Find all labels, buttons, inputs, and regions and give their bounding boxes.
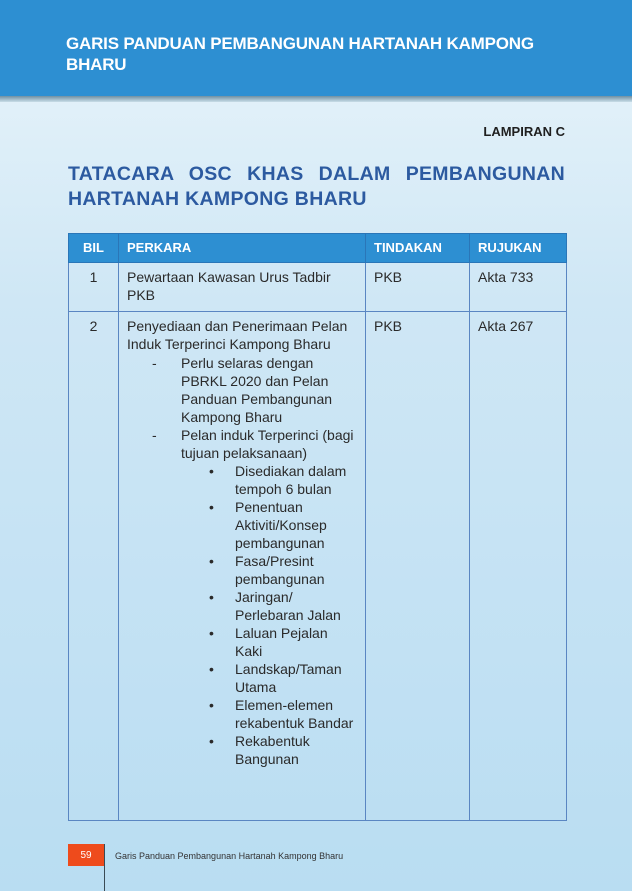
footer-divider xyxy=(104,844,105,891)
list-item xyxy=(181,498,357,552)
bullet-marker: • xyxy=(209,499,214,515)
column-header-bil: BIL xyxy=(69,234,119,263)
list-item xyxy=(181,588,357,624)
bullet-text: Laluan Pejalan Kaki xyxy=(235,625,328,659)
page-title: TATACARA OSC KHAS DALAM PEMBANGUNAN HARTANAH KAMPONG BHARU xyxy=(68,163,565,210)
footer-text: Garis Panduan Pembangunan Hartanah Kampong Bharu xyxy=(115,851,344,861)
cell-bil: 2 xyxy=(69,312,119,821)
sub-item-text: Perlu selaras dengan PBRKL 2020 dan Pelan Panduan Pembangunan Kampong Bharu xyxy=(181,355,333,425)
table-row xyxy=(69,312,567,821)
sub-item-list xyxy=(127,354,357,768)
list-item xyxy=(127,354,357,426)
sub-item-text: Pelan induk Terperinci (bagi tujuan pelaksanaan) xyxy=(181,427,354,461)
bullet-text: Landskap/Taman Utama xyxy=(235,661,342,695)
cell-tindakan: PKB xyxy=(366,263,470,312)
column-header-perkara: PERKARA xyxy=(119,234,366,263)
header-shadow xyxy=(0,96,632,102)
cell-perkara: Pewartaan Kawasan Urus Tadbir PKB xyxy=(119,263,366,312)
header-title: GARIS PANDUAN PEMBANGUNAN HARTANAH KAMPONG BHARU xyxy=(66,34,534,74)
bullet-list xyxy=(181,462,357,768)
bullet-marker: • xyxy=(209,697,214,713)
column-header-rujukan: RUJUKAN xyxy=(470,234,567,263)
list-item xyxy=(181,624,357,660)
page-number-badge xyxy=(68,844,104,866)
bullet-marker: • xyxy=(209,589,214,605)
cell-bil: 1 xyxy=(69,263,119,312)
list-item xyxy=(181,552,357,588)
list-item xyxy=(181,696,357,732)
bullet-marker: • xyxy=(209,463,214,479)
bullet-text: Elemen-elemen rekabentuk Bandar xyxy=(235,697,354,731)
table-row xyxy=(69,263,567,312)
table-header-row xyxy=(69,234,567,263)
dash-marker: - xyxy=(152,355,157,371)
cell-rujukan: Akta 267 xyxy=(470,312,567,821)
list-item xyxy=(181,732,357,768)
cell-perkara xyxy=(119,312,366,821)
list-item xyxy=(181,660,357,696)
procedure-table xyxy=(68,233,567,821)
bullet-text: Penentuan Aktiviti/Konsep pembangunan xyxy=(235,499,327,551)
cell-rujukan: Akta 733 xyxy=(470,263,567,312)
bullet-text: Fasa/Presint pembangunan xyxy=(235,553,325,587)
column-header-tindakan: TINDAKAN xyxy=(366,234,470,263)
dash-marker: - xyxy=(152,427,157,443)
bullet-marker: • xyxy=(209,553,214,569)
bullet-text: Rekabentuk Bangunan xyxy=(235,733,310,767)
appendix-label: LAMPIRAN C xyxy=(483,124,565,139)
page-number: 59 xyxy=(80,849,92,861)
bullet-text: Disediakan dalam tempoh 6 bulan xyxy=(235,463,347,497)
cell-tindakan: PKB xyxy=(366,312,470,821)
perkara-main-text: Penyediaan dan Penerimaan Pelan Induk Terperinci Kampong Bharu xyxy=(127,318,348,352)
list-item xyxy=(127,426,357,768)
bullet-marker: • xyxy=(209,661,214,677)
bullet-marker: • xyxy=(209,733,214,749)
bullet-text: Jaringan/ Perlebaran Jalan xyxy=(235,589,341,623)
bullet-marker: • xyxy=(209,625,214,641)
list-item xyxy=(181,462,357,498)
